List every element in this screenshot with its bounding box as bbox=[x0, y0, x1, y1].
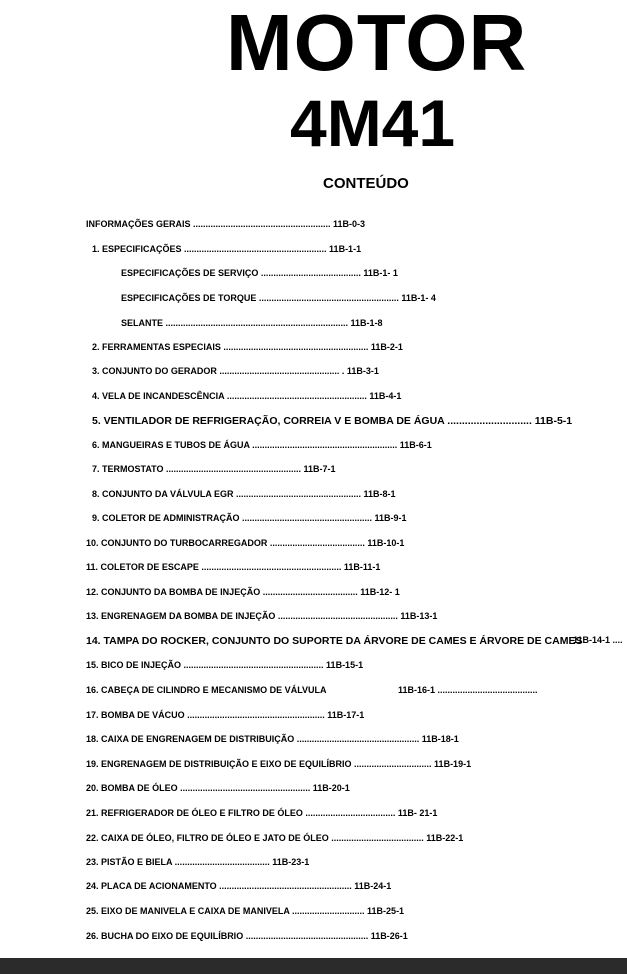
engine-model: 4M41 bbox=[290, 86, 456, 160]
toc-entry: 20. BOMBA DE ÓLEO .................................................... 11B-20-1 bbox=[86, 783, 350, 793]
toc-entry: 4. VELA DE INCANDESCÊNCIA ........................................................ 11B-4-1 bbox=[92, 391, 402, 401]
toc-entry: 15. BICO DE INJEÇÃO ........................................................ 11B-15-1 bbox=[86, 660, 364, 670]
footer-bar bbox=[0, 958, 627, 974]
toc-entry: 21. REFRIGERADOR DE ÓLEO E FILTRO DE ÓLEO .................................... 11B- 21-1 bbox=[86, 808, 438, 818]
contents-heading: CONTEÚDO bbox=[323, 175, 409, 192]
toc-entry: 26. BUCHA DO EIXO DE EQUILÍBRIO ................................................. 11B-26-1 bbox=[86, 931, 408, 941]
toc-entry: 22. CAIXA DE ÓLEO, FILTRO DE ÓLEO E JATO DE ÓLEO ..................................... 11B-22-1 bbox=[86, 833, 464, 843]
toc-page-ref: 11B-14-1 .... bbox=[573, 635, 623, 645]
toc-subentry: SELANTE ......................................................................... 11B-1-8 bbox=[121, 318, 383, 328]
toc-entry: 10. CONJUNTO DO TURBOCARREGADOR ...................................... 11B-10-1 bbox=[86, 538, 405, 548]
toc-entry: 13. ENGRENAGEM DA BOMBA DE INJEÇÃO ................................................ 11B-13-1 bbox=[86, 611, 438, 621]
toc-entry: 6. MANGUEIRAS E TUBOS DE ÁGUA .......................................................... 11B-6-1 bbox=[92, 440, 432, 450]
toc-entry: 18. CAIXA DE ENGRENAGEM DE DISTRIBUIÇÃO ................................................. 11B-18-1 bbox=[86, 734, 459, 744]
toc-subentry: ESPECIFICAÇÕES DE SERVIÇO ........................................ 11B-1- 1 bbox=[121, 268, 398, 278]
toc-entry: 17. BOMBA DE VÁCUO ....................................................... 11B-17-1 bbox=[86, 710, 365, 720]
toc-entry: 16. CABEÇA DE CILINDRO E MECANISMO DE VÁLVULA bbox=[86, 685, 327, 695]
toc-entry: 9. COLETOR DE ADMINISTRAÇÃO .................................................... 11B-9-1 bbox=[92, 513, 407, 523]
toc-entry: 19. ENGRENAGEM DE DISTRIBUIÇÃO E EIXO DE EQUILÍBRIO ............................... 11B-19-1 bbox=[86, 759, 472, 769]
toc-entry: 3. CONJUNTO DO GERADOR ................................................ . 11B-3-1 bbox=[92, 366, 379, 376]
toc-entry: 8. CONJUNTO DA VÁLVULA EGR .................................................. 11B-8-1 bbox=[92, 489, 396, 499]
toc-entry: 25. EIXO DE MANIVELA E CAIXA DE MANIVELA ............................. 11B-25-1 bbox=[86, 906, 405, 916]
toc-entry: 11. COLETOR DE ESCAPE ........................................................ 11B-11-1 bbox=[86, 562, 381, 572]
toc-entry: INFORMAÇÕES GERAIS ....................................................... 11B-0-3 bbox=[86, 219, 366, 229]
toc-subentry: ESPECIFICAÇÕES DE TORQUE ........................................................ 11B-1- 4 bbox=[121, 293, 436, 303]
toc-entry: 24. PLACA DE ACIONAMENTO ..................................................... 11B-24-1 bbox=[86, 881, 392, 891]
toc-entry: 14. TAMPA DO ROCKER, CONJUNTO DO SUPORTE DA ÁRVORE DE CAMES E ÁRVORE DE CAMES bbox=[86, 635, 583, 647]
toc-entry: 1. ESPECIFICAÇÕES ......................................................... 11B-1-1 bbox=[92, 244, 362, 254]
toc-entry: 12. CONJUNTO DA BOMBA DE INJEÇÃO ...................................... 11B-12- 1 bbox=[86, 587, 400, 597]
toc-entry: 2. FERRAMENTAS ESPECIAIS .......................................................... 11B-2-1 bbox=[92, 342, 403, 352]
toc-entry: 7. TERMOSTATO ...................................................... 11B-7-1 bbox=[92, 464, 336, 474]
toc-entry: 5. VENTILADOR DE REFRIGERAÇÃO, CORREIA V E BOMBA DE ÁGUA ............................. 11B-5-1 bbox=[92, 415, 573, 427]
toc-page-ref: 11B-16-1 ........................................ bbox=[398, 685, 538, 695]
toc-entry: 23. PISTÃO E BIELA ...................................... 11B-23-1 bbox=[86, 857, 310, 867]
document-title: MOTOR bbox=[226, 0, 528, 87]
